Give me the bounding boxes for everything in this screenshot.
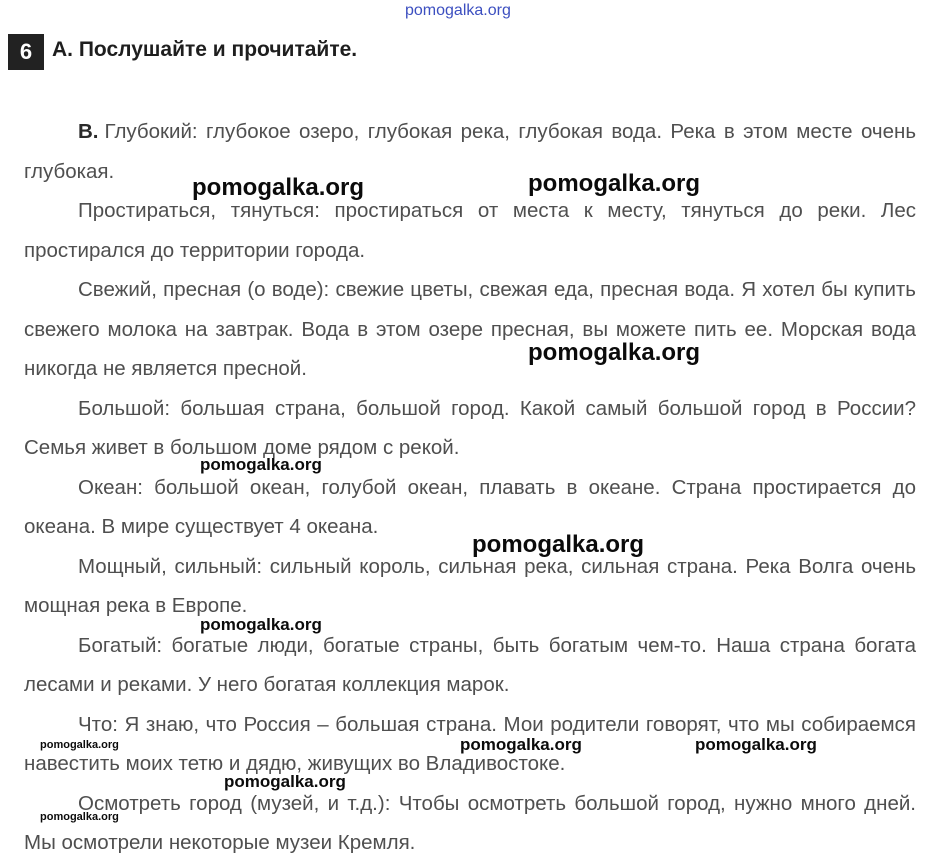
top-watermark: pomogalka.org <box>405 2 511 19</box>
watermark: pomogalka.org <box>528 170 701 197</box>
task-heading: А. Послушайте и прочитайте. <box>52 38 358 61</box>
paragraph-ocean: Океан: большой океан, голубой океан, плавать в океане. Страна простирается до океана. В мире существует 4 океана. <box>24 475 916 538</box>
watermark: pomogalka.org <box>200 455 322 474</box>
watermark: pomogalka.org <box>528 339 701 366</box>
watermark: pomogalka.org <box>192 174 365 201</box>
section-label: В. <box>78 120 99 143</box>
paragraph-that: Что: Я знаю, что Россия – большая страна. Мои родители говорят, что мы собираемся навестить моих тетю и дядю, живущих во Владивостоке. <box>24 712 916 775</box>
paragraph-deep <box>24 112 916 191</box>
watermark: pomogalka.org <box>472 531 645 558</box>
watermark: pomogalka.org <box>460 735 582 754</box>
watermark: pomogalka.org <box>695 735 817 754</box>
paragraph-big: Большой: большая страна, большой город. Какой самый большой город в России? Семья живет в большом доме рядом с рекой. <box>24 396 916 459</box>
watermark: pomogalka.org <box>224 772 346 791</box>
paragraph-rich: Богатый: богатые люди, богатые страны, быть богатым чем-то. Наша страна богата лесами и реками. У него богатая коллекция марок. <box>24 633 916 696</box>
paragraph-fresh: Свежий, пресная (о воде): свежие цветы, свежая еда, пресная вода. Я хотел бы купить свежего молока на завтрак. Вода в этом озере пресная, вы можете пить ее. Морская вода никогда не является пресной. <box>24 278 916 380</box>
watermark: pomogalka.org <box>40 739 119 751</box>
paragraph-powerful: Мощный, сильный: сильный король, сильная река, сильная страна. Река Волга очень мощная река в Европе. <box>24 554 916 617</box>
paragraph-visit: Осмотреть город (музей, и т.д.): Чтобы осмотреть большой город, нужно много дней. Мы осмотрели некоторые музеи Кремля. <box>24 791 916 854</box>
paragraph-stretch: Простираться, тянуться: простираться от места к месту, тянуться до реки. Лес простирался до территории города. <box>24 199 916 262</box>
watermark: pomogalka.org <box>40 811 119 823</box>
task-number-badge: 6 <box>8 34 44 70</box>
watermark: pomogalka.org <box>200 615 322 634</box>
paragraph-text: Глубокий: глубокое озеро, глубокая река, глубокая вода. Река в этом месте очень глубокая. <box>24 120 916 183</box>
